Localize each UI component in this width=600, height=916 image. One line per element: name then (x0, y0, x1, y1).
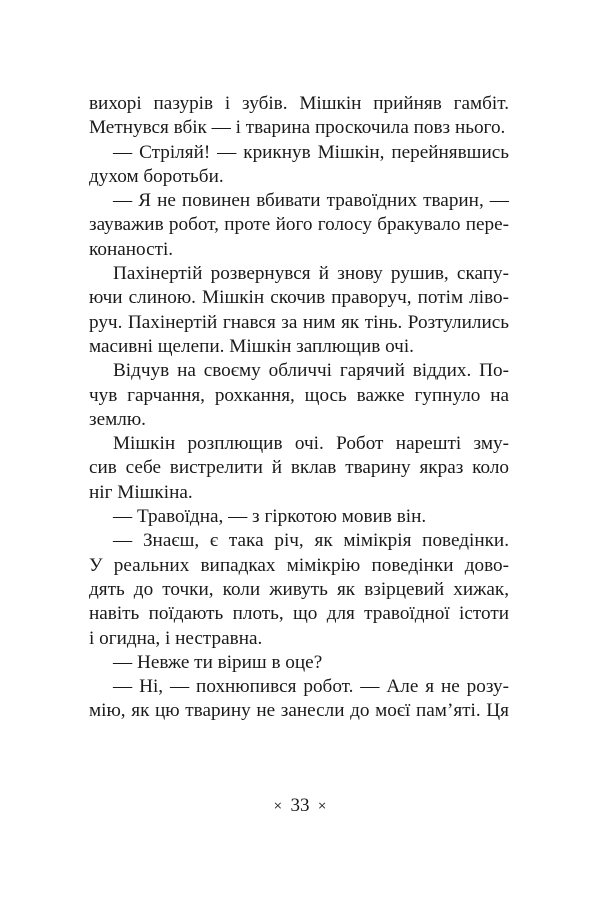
text-line: духом боротьби. (89, 165, 224, 187)
text-line: — Стріляй! — крикнув Мішкін, перейнявшись (113, 141, 509, 163)
text-line: конаності. (89, 238, 174, 260)
text-line: — Невже ти віриш в оце? (113, 651, 323, 673)
text-line: Мішкін розплющив очі. Робот нарешті зму- (113, 433, 509, 455)
text-line: навіть поїдають плоть, що для травоїдної істоти (89, 603, 509, 625)
text-line: Пахінертій розвернувся й знову рушив, скапу- (113, 263, 509, 285)
text-line: — Знаєш, є така річ, як мімікрія поведінки. (113, 530, 509, 552)
ornament-right-icon: ⨯ (317, 800, 327, 813)
text-line: сив себе вистрелити й вклав тварину якраз коло (89, 457, 509, 479)
text-line: землю. (89, 408, 146, 430)
text-line: мію, як цю тварину не занесли до моєї пам’яті. Ця (89, 700, 509, 722)
text-line: зауважив робот, проте його голосу бракувало пере- (89, 214, 509, 236)
page-number: 33 (290, 795, 310, 816)
text-line: дять до точки, коли живуть як взірцевий хижак, (89, 578, 509, 600)
text-line: ючи слиною. Мішкін скочив праворуч, потім ліво- (89, 287, 509, 309)
text-line: масивні щелепи. Мішкін заплющив очі. (89, 335, 414, 357)
text-line: Відчув на своєму обличчі гарячий віддих. По- (113, 360, 509, 382)
book-page-text (89, 92, 509, 724)
text-line: — Травоїдна, — з гіркотою мовив він. (113, 506, 427, 528)
text-line: і огидна, і нестравна. (89, 627, 263, 649)
text-line: вихорі пазурів і зубів. Мішкін прийняв гамбіт. (89, 93, 509, 114)
text-line: чув гарчання, рохкання, щось важке гупнуло на (89, 384, 509, 406)
text-line: — Ні, — похнюпився робот. — Але я не розу- (113, 676, 509, 698)
text-line: У реальних випадках мімікрію поведінки дово- (89, 554, 509, 576)
text-line: руч. Пахінертій гнався за ним як тінь. Розтулились (89, 311, 509, 333)
page-footer (0, 795, 600, 817)
text-line: Метнувся вбік — і тварина проскочила повз нього. (89, 117, 506, 139)
text-line: — Я не повинен вбивати травоїдних тварин, — (113, 190, 509, 212)
ornament-left-icon: ⨯ (273, 800, 283, 813)
text-line: ніг Мішкіна. (89, 481, 193, 503)
